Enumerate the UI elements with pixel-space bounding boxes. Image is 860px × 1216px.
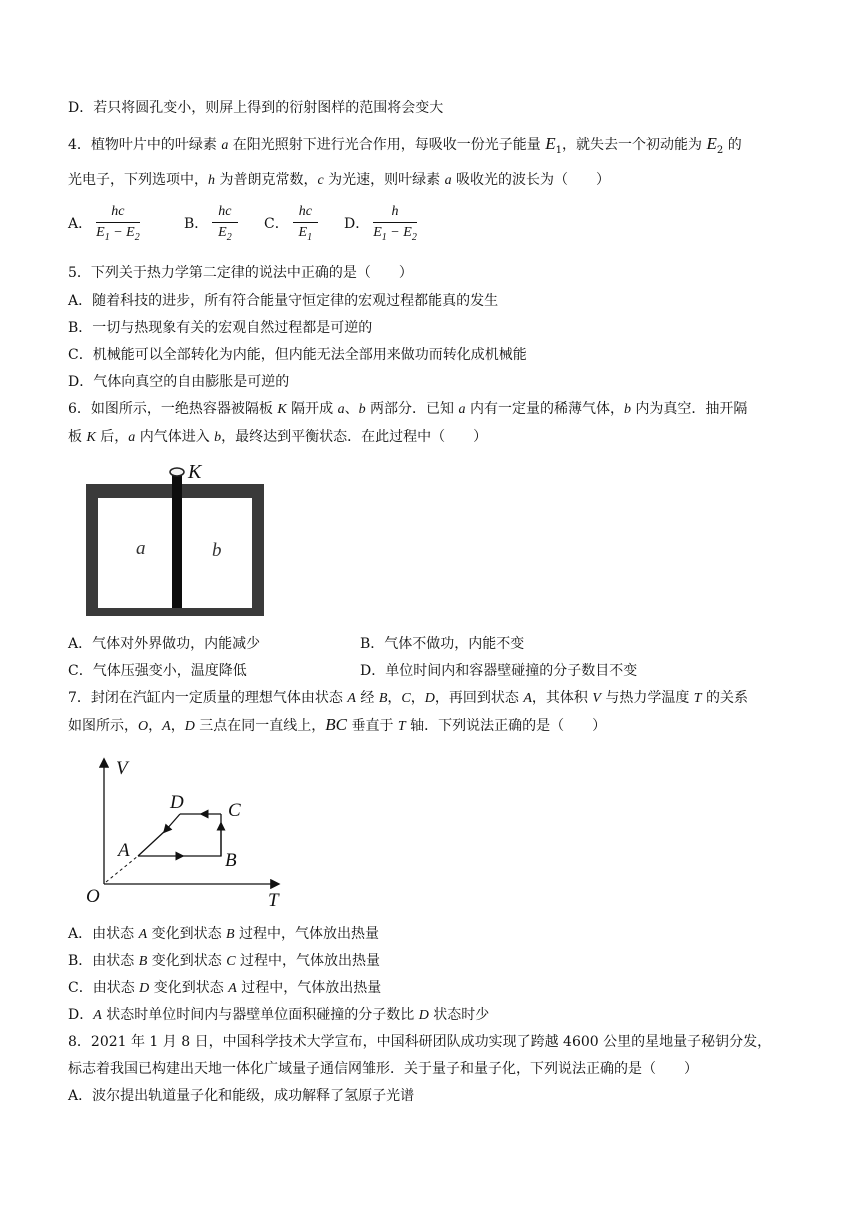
q8-stem-line2: 标志着我国已构建出天地一体化广域量子通信网雏形．关于量子和量子化，下列说法正确的是（ ） <box>68 1061 698 1077</box>
partition-handle <box>170 468 184 476</box>
label-k: K <box>188 462 202 483</box>
q7-option-b: B．由状态 B 变化到状态 C 过程中，气体放出热量 <box>68 953 381 969</box>
label-a: A <box>118 840 130 861</box>
segment-da <box>138 830 166 856</box>
q6-option-c: C．气体压强变小，温度降低 <box>68 663 247 679</box>
label-t: T <box>268 890 279 911</box>
label-a: a <box>136 538 146 559</box>
label-d: D <box>170 792 184 813</box>
q7-option-c: C．由状态 D 变化到状态 A 过程中，气体放出热量 <box>68 980 382 996</box>
segment-ab-bc <box>180 814 221 856</box>
q5-option-d: D．气体向真空的自由膨胀是可逆的 <box>68 374 290 390</box>
label-c: C <box>228 800 241 821</box>
q4-stem-line2: 光电子，下列选项中，h 为普朗克常数，c 为光速，则叶绿素 a 吸收光的波长为（ ） <box>68 172 611 188</box>
q5-option-b: B．一切与热现象有关的宏观自然过程都是可逆的 <box>68 320 373 336</box>
q6-option-d: D．单位时间内和容器壁碰撞的分子数目不变 <box>360 663 638 679</box>
q7-option-a: A．由状态 A 变化到状态 B 过程中，气体放出热量 <box>68 926 380 942</box>
q6-stem-line1: 6．如图所示，一绝热容器被隔板 K 隔开成 a、b 两部分．已知 a 内有一定量的稀薄气体，b 内为真空．抽开隔 <box>68 401 748 417</box>
q6-option-a: A．气体对外界做功，内能减少 <box>68 636 261 652</box>
q7-option-d: D．A 状态时单位时间内与器壁单位面积碰撞的分子数比 D 状态时少 <box>68 1007 490 1023</box>
q7-stem-line1: 7．封闭在汽缸内一定质量的理想气体由状态 A 经 B，C，D，再回到状态 A，其体积 V 与热力学温度 T 的关系 <box>68 690 749 706</box>
partition-k <box>172 472 182 608</box>
q4-option-b: B． $\frac{hc}{E_2}$ <box>184 204 242 243</box>
q3-option-d: D．若只将圆孔变小，则屏上得到的衍射图样的范围将会变大 <box>68 100 444 116</box>
q4-option-c: C． $\frac{hc}{E_1}$ <box>264 204 322 243</box>
q4-stem-line1: 4．植物叶片中的叶绿素 a 在阳光照射下进行光合作用，每吸收一份光子能量 $E_1$，就失去一个初动能为 $E_2$ 的 <box>68 134 742 156</box>
q5-stem: 5．下列关于热力学第二定律的说法中正确的是（ ） <box>68 265 413 281</box>
label-b: b <box>212 540 222 561</box>
q4-option-a: A． $\frac{hc}{E_1 - E_2}$ <box>68 204 140 243</box>
q6-option-b: B．气体不做功，内能不变 <box>360 636 525 652</box>
q5-option-c: C．机械能可以全部转化为内能，但内能无法全部用来做功而转化成机械能 <box>68 347 527 363</box>
q7-vt-diagram <box>80 752 290 912</box>
segment-da-arrow <box>166 814 180 830</box>
q4-option-d: D． $\frac{h}{E_1 - E_2}$ <box>344 204 417 243</box>
label-o: O <box>86 886 100 907</box>
label-b: B <box>225 850 237 871</box>
q7-stem-line2: 如图所示，O，A，D 三点在同一直线上，BC 垂直于 T 轴．下列说法正确的是（ ） <box>68 715 607 734</box>
q8-stem-line1: 8．2021 年 1 月 8 日，中国科学技术大学宣布，中国科研团队成功实现了跨越 4600 公里的星地量子秘钥分发， <box>68 1034 772 1050</box>
q5-option-a: A．随着科技的进步，所有符合能量守恒定律的宏观过程都能真的发生 <box>68 293 499 309</box>
q8-option-a: A．波尔提出轨道量子化和能级，成功解释了氢原子光谱 <box>68 1088 415 1104</box>
label-v: V <box>116 758 128 779</box>
q6-container-figure <box>84 462 274 622</box>
q6-stem-line2: 板 K 后，a 内气体进入 b，最终达到平衡状态．在此过程中（ ） <box>68 429 488 445</box>
